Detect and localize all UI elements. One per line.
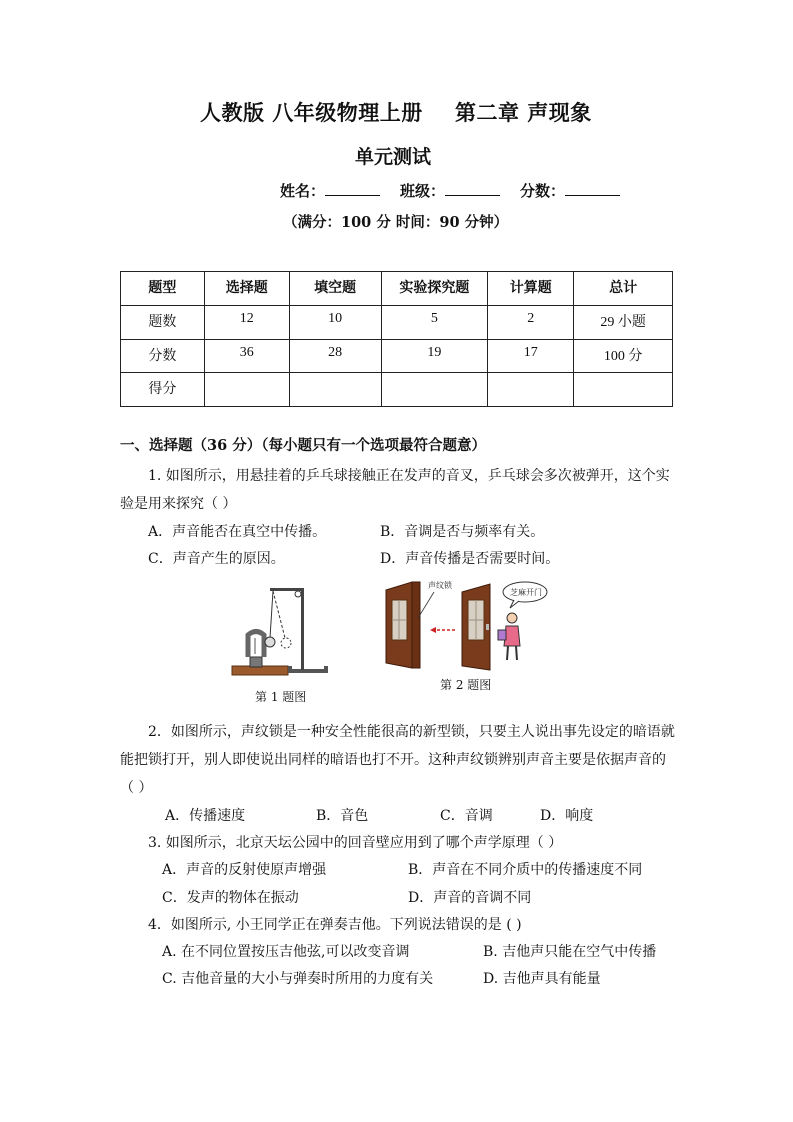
table-header-cell: 总计 xyxy=(574,272,673,306)
table-header-cell: 题型 xyxy=(121,272,205,306)
q3-option-a[interactable]: A．声音的反射使原声增强 xyxy=(162,862,327,878)
name-label: 姓名： xyxy=(280,182,326,200)
q4-option-d[interactable]: D. 吉他声具有能量 xyxy=(483,971,601,987)
page-subtitle: 单元测试 xyxy=(355,146,432,168)
q1-option-c[interactable]: C．声音产生的原因。 xyxy=(148,551,285,567)
table-cell: 29 小题 xyxy=(574,305,673,339)
score-blank[interactable] xyxy=(565,181,620,196)
q4-option-c[interactable]: C. 吉他音量的大小与弹奏时所用的力度有关 xyxy=(162,971,434,987)
figure1-caption: 第 1 题图 xyxy=(255,690,307,704)
tuning-fork-figure xyxy=(228,580,338,685)
score-entry-cell[interactable] xyxy=(289,373,381,407)
table-row xyxy=(121,305,673,339)
table-header-cell: 实验探究题 xyxy=(381,272,488,306)
q2-option-c[interactable]: C．音调 xyxy=(440,808,493,824)
class-label: 班级： xyxy=(400,182,446,200)
voice-lock-figure xyxy=(382,578,552,678)
q3-option-d[interactable]: D．声音的音调不同 xyxy=(408,890,532,906)
table-cell: 100 分 xyxy=(574,339,673,373)
table-header-cell: 选择题 xyxy=(204,272,289,306)
table-cell: 17 xyxy=(488,339,574,373)
q2-stem-line1: 2．如图所示，声纹锁是一种安全性能很高的新型锁，只要主人说出事先设定的暗语就 xyxy=(148,724,675,740)
score-entry-cell[interactable] xyxy=(204,373,289,407)
class-blank[interactable] xyxy=(445,181,500,196)
table-cell: 分数 xyxy=(121,339,205,373)
score-field[interactable] xyxy=(520,180,620,201)
score-label: 分数： xyxy=(520,182,566,200)
table-cell: 得分 xyxy=(121,373,205,407)
table-cell: 5 xyxy=(381,305,488,339)
table-row xyxy=(121,373,673,407)
table-cell: 12 xyxy=(204,305,289,339)
q3-option-b[interactable]: B．声音在不同介质中的传播速度不同 xyxy=(408,862,643,878)
table-cell: 36 xyxy=(204,339,289,373)
score-entry-cell[interactable] xyxy=(574,373,673,407)
table-row xyxy=(121,339,673,373)
figure2-caption: 第 2 题图 xyxy=(440,678,492,692)
table-cell: 19 xyxy=(381,339,488,373)
q4-option-b[interactable]: B. 吉他声只能在空气中传播 xyxy=(483,944,657,960)
q1-stem-line1: 1. 如图所示，用悬挂着的乒乓球接触正在发声的音叉，乒乓球会多次被弹开，这个实 xyxy=(148,468,670,484)
section-heading: 一、选择题（36 分）（每小题只有一个选项最符合题意） xyxy=(120,437,486,454)
table-cell: 10 xyxy=(289,305,381,339)
name-field[interactable] xyxy=(280,180,380,201)
score-table xyxy=(120,271,673,407)
table-header-cell: 填空题 xyxy=(289,272,381,306)
q3-stem: 3. 如图所示，北京天坛公园中的回音壁应用到了哪个声学原理（ ） xyxy=(148,835,563,851)
class-field[interactable] xyxy=(400,180,500,201)
name-blank[interactable] xyxy=(325,181,380,196)
q2-stem-line3: （ ） xyxy=(120,780,153,796)
lock-label: 声纹锁 xyxy=(428,581,452,590)
table-header-cell: 计算题 xyxy=(488,272,574,306)
q1-option-b[interactable]: B．音调是否与频率有关。 xyxy=(380,524,545,540)
q2-option-a[interactable]: A．传播速度 xyxy=(165,808,246,824)
q1-stem-line2: 验是用来探究（ ） xyxy=(120,496,237,512)
q3-option-c[interactable]: C．发声的物体在振动 xyxy=(162,890,299,906)
q4-option-a[interactable]: A. 在不同位置按压吉他弦,可以改变音调 xyxy=(162,944,410,960)
q2-stem-line2: 能把锁打开，别人即使说出同样的暗语也打不开。这种声纹锁辨别声音主要是依据声音的 xyxy=(120,752,666,768)
q1-option-a[interactable]: A．声音能否在真空中传播。 xyxy=(148,524,327,540)
table-cell: 题数 xyxy=(121,305,205,339)
q2-option-b[interactable]: B．音色 xyxy=(316,808,369,824)
table-cell: 28 xyxy=(289,339,381,373)
table-header-row xyxy=(121,272,673,306)
page-title-right: 第二章 声现象 xyxy=(455,100,592,125)
table-cell: 2 xyxy=(488,305,574,339)
exam-meta: （满分：100 分 时间：90 分钟） xyxy=(283,214,509,231)
score-entry-cell[interactable] xyxy=(381,373,488,407)
q2-option-d[interactable]: D．响度 xyxy=(540,808,594,824)
page-title-left: 人教版 八年级物理上册 xyxy=(200,100,423,125)
speech-bubble-text: 芝麻开门 xyxy=(510,588,542,597)
q1-option-d[interactable]: D．声音传播是否需要时间。 xyxy=(380,551,560,567)
score-entry-cell[interactable] xyxy=(488,373,574,407)
q4-stem: 4．如图所示, 小王同学正在弹奏吉他。下列说法错误的是 ( ) xyxy=(148,917,522,933)
